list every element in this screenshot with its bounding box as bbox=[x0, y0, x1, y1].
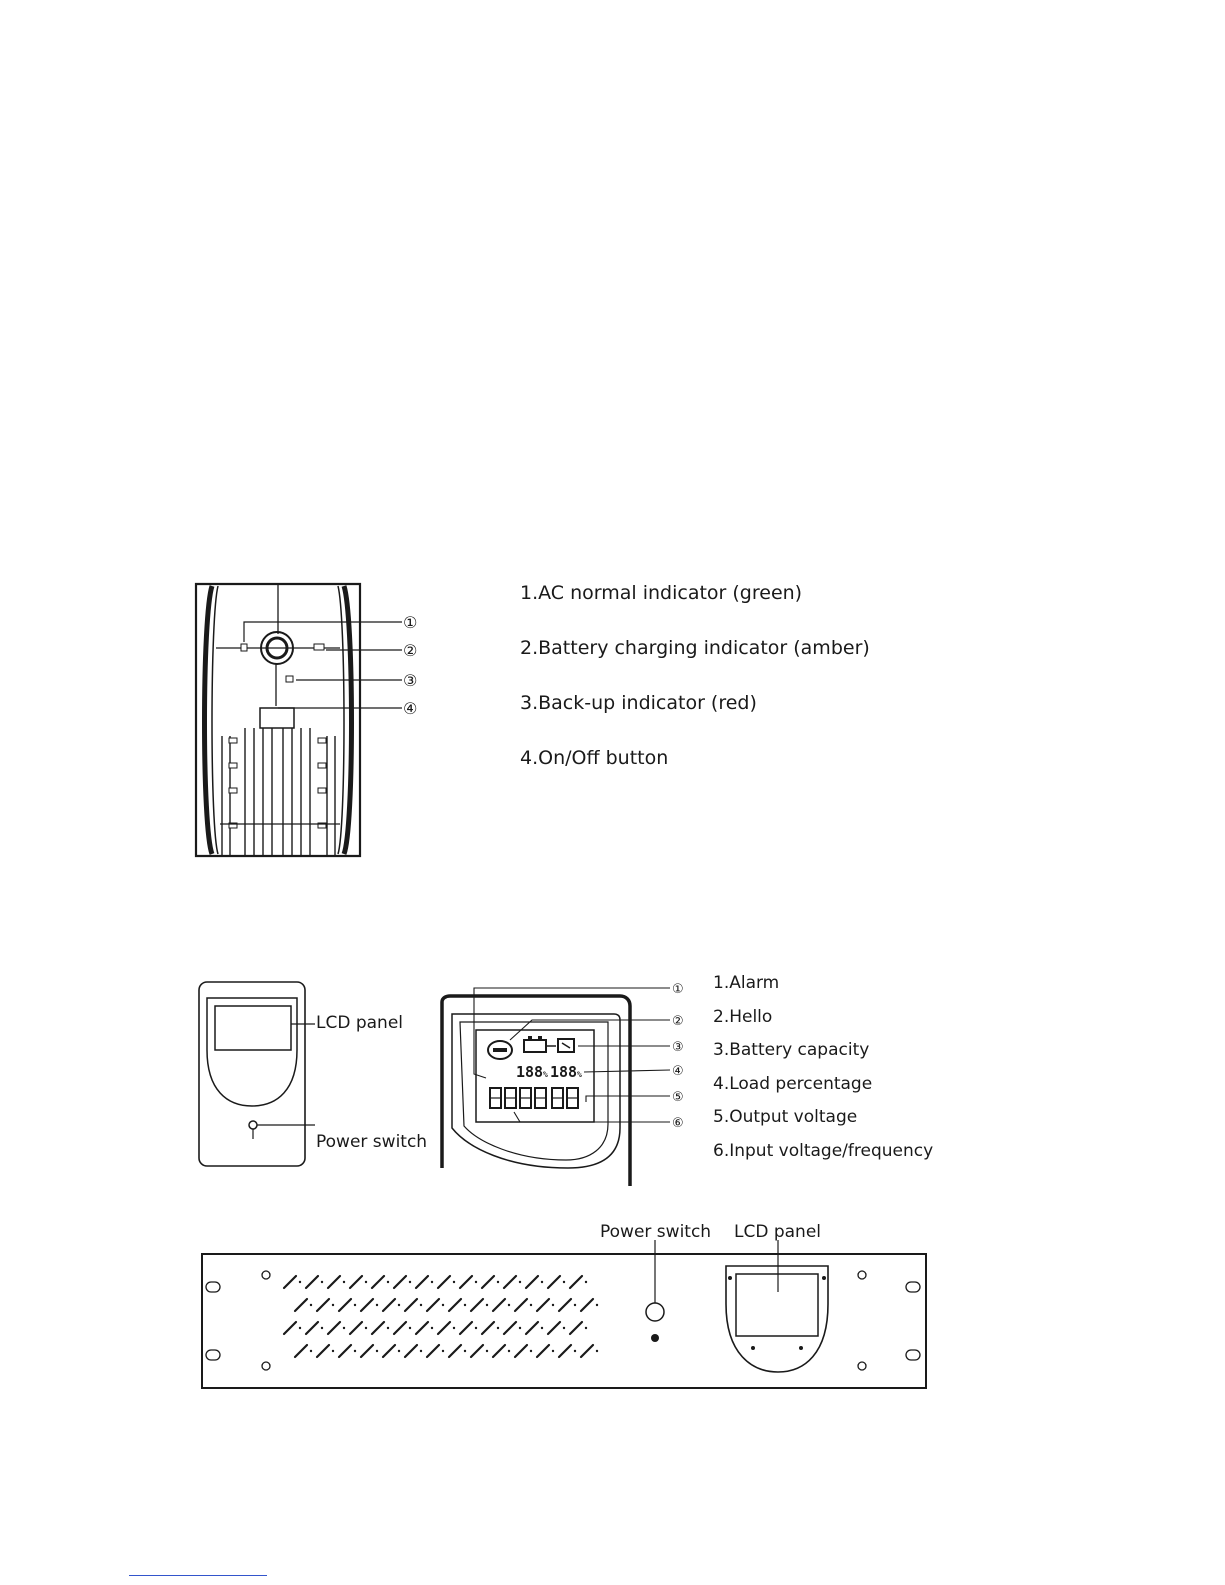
tower-ups-front-diagram bbox=[190, 578, 430, 863]
legend-input-voltage: 6.Input voltage/frequency bbox=[713, 1140, 934, 1161]
callout-1: ① bbox=[403, 613, 418, 632]
rack-power-switch-label: Power switch bbox=[600, 1222, 712, 1242]
rack-lcd-panel-label: LCD panel bbox=[734, 1222, 822, 1242]
lcd-closeup-diagram bbox=[438, 978, 696, 1188]
lcd-callout-1: ① bbox=[672, 982, 684, 997]
ac-normal-led-icon bbox=[241, 644, 247, 651]
vent-pattern bbox=[284, 1276, 598, 1357]
battery-icon bbox=[524, 1040, 546, 1052]
on-off-button-shape bbox=[260, 708, 294, 728]
figure1-legend bbox=[520, 582, 870, 802]
power-switch-label: Power switch bbox=[316, 1132, 428, 1152]
legend-ac-normal: 1.AC normal indicator (green) bbox=[520, 582, 803, 604]
lcd-callout-5: ⑤ bbox=[672, 1090, 684, 1105]
lcd-panel-label: LCD panel bbox=[316, 1013, 404, 1033]
lcd-load-digits: 188 bbox=[550, 1063, 578, 1081]
legend-battery-capacity: 3.Battery capacity bbox=[713, 1040, 870, 1061]
battery-charge-led-icon bbox=[314, 644, 324, 650]
rack-power-switch-icon bbox=[646, 1303, 664, 1321]
power-switch-icon bbox=[249, 1121, 257, 1129]
legend-load-percentage: 4.Load percentage bbox=[713, 1073, 873, 1094]
callout-3: ③ bbox=[403, 671, 418, 690]
callout-4: ④ bbox=[403, 699, 418, 718]
lcd-battery-percent: % bbox=[543, 1070, 548, 1079]
lcd-battery-digits: 188 bbox=[516, 1063, 544, 1081]
lcd-callout-2: ② bbox=[672, 1014, 684, 1029]
legend-battery-charging: 2.Battery charging indicator (amber) bbox=[520, 637, 870, 659]
legend-hello: 2.Hello bbox=[713, 1006, 773, 1027]
rack-ups-front-diagram bbox=[200, 1244, 928, 1390]
legend-alarm: 1.Alarm bbox=[713, 973, 780, 993]
callout-2: ② bbox=[403, 641, 418, 660]
backup-led-icon bbox=[286, 676, 293, 682]
lcd-load-percent: % bbox=[577, 1070, 582, 1079]
lcd-callout-3: ③ bbox=[672, 1040, 684, 1055]
legend-on-off: 4.On/Off button bbox=[520, 747, 669, 769]
footer-link-underline bbox=[129, 1575, 267, 1576]
lcd-callout-4: ④ bbox=[672, 1064, 684, 1079]
lcd-screen-shape bbox=[215, 1006, 291, 1050]
figure2-legend bbox=[713, 973, 933, 1175]
legend-output-voltage: 5.Output voltage bbox=[713, 1107, 858, 1128]
lcd-callout-6: ⑥ bbox=[672, 1116, 684, 1131]
legend-backup: 3.Back-up indicator (red) bbox=[520, 692, 757, 714]
rack-lcd-screen-shape bbox=[736, 1274, 818, 1336]
lcd-front-panel-diagram bbox=[195, 980, 315, 1170]
